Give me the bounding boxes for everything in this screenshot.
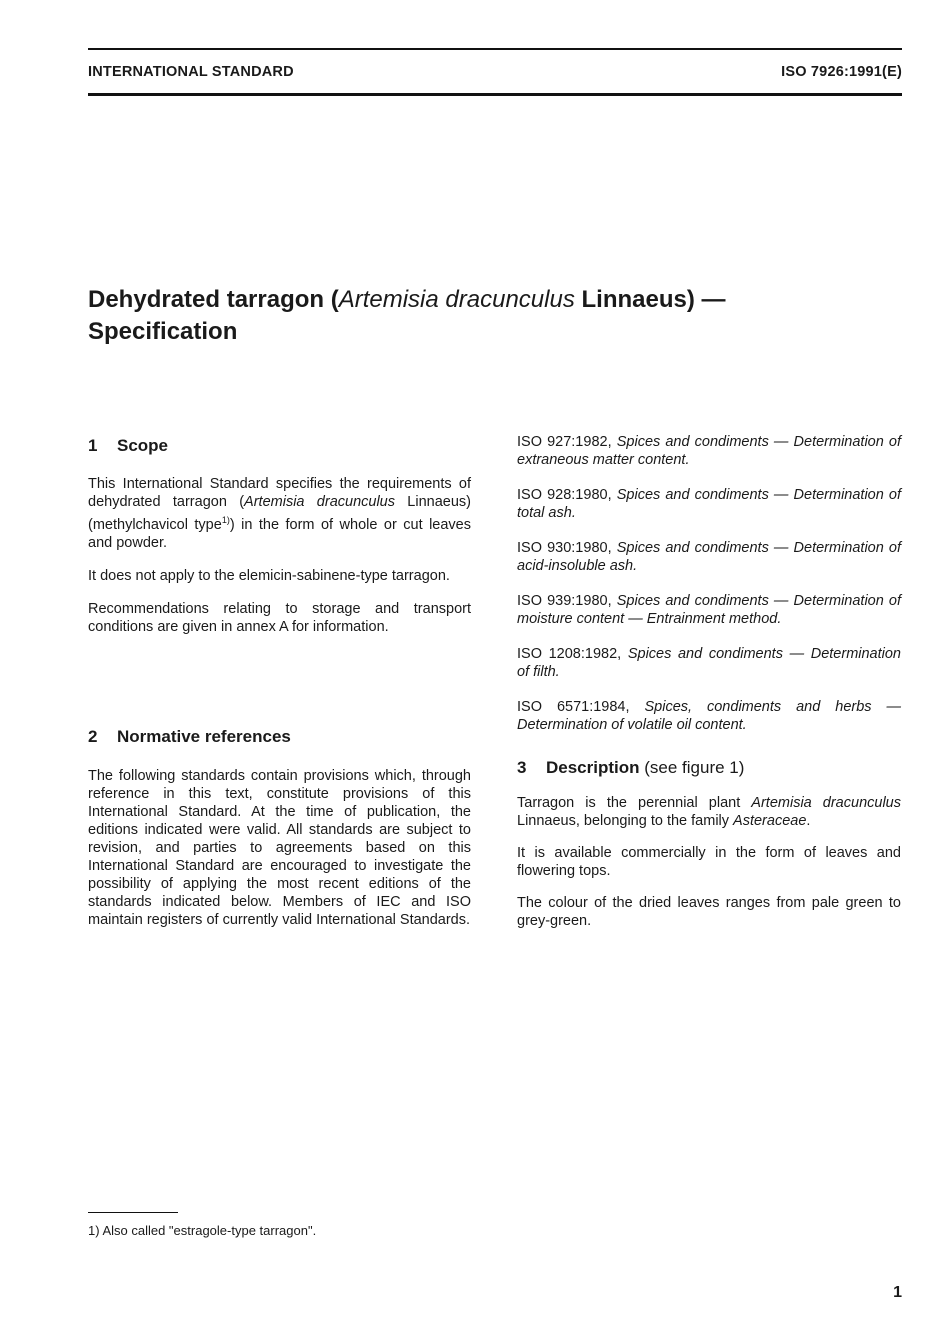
reference-item: ISO 927:1982, Spices and condiments — Determination of extraneous matter content. xyxy=(517,434,902,468)
footnote-rule xyxy=(88,1212,178,1213)
header-right-label: ISO 7926:1991(E) xyxy=(781,64,902,80)
reference-item: ISO 930:1980, Spices and condiments — Determination of acid-insoluble ash. xyxy=(517,540,902,574)
footnote: 1) Also called "estragole-type tarragon". xyxy=(88,1223,317,1238)
scope-paragraph-2: It does not apply to the elemicin-sabinene-type tarragon. xyxy=(88,567,450,584)
description-paragraph-2: It is available commercially in the form of leaves and flowering tops. xyxy=(517,845,901,879)
scope-paragraph-3: Recommendations relating to storage and transport conditions are given in annex A for information. xyxy=(88,600,471,635)
reference-item: ISO 939:1980, Spices and condiments — Determination of moisture content — Entrainment method. xyxy=(517,593,902,627)
header-top-rule xyxy=(88,48,902,50)
normative-paragraph: The following standards contain provisions which, through reference in this text, constitute provisions of this International Standard. At the time of publication, the editions indicated were valid. All standards are subject to revision, and parties to agreements based on this International Standard are encouraged to investigate the possibility of applying the most recent editions of the standards indicated below. Members of IEC and ISO maintain registers of currently valid International Standards. xyxy=(88,768,471,928)
description-heading: 3 Description (see figure 1) xyxy=(517,758,745,777)
description-body xyxy=(517,794,901,930)
document-title: Dehydrated tarragon (Artemisia dracunculus Linnaeus) — Specification xyxy=(88,286,726,345)
scope-heading: 1 Scope xyxy=(88,436,169,455)
header-left-label: INTERNATIONAL STANDARD xyxy=(88,64,294,80)
normative-references-heading: 2 Normative references xyxy=(88,727,291,746)
description-paragraph-1: Tarragon is the perennial plant Artemisia dracunculus Linnaeus, belonging to the family Asteraceae. xyxy=(517,795,901,829)
reference-item: ISO 928:1980, Spices and condiments — Determination of total ash. xyxy=(517,487,902,521)
reference-item: ISO 1208:1982, Spices and condiments — Determination of filth. xyxy=(517,646,901,680)
header-bottom-rule xyxy=(88,93,902,96)
scope-paragraph-1: This International Standard specifies the requirements of dehydrated tarragon (Artemisia dracunculus Linnaeus) (methylchavicol type$^{1)}$) in the form of whole or cut leaves and powder. xyxy=(88,476,471,551)
page-number: 1 xyxy=(893,1284,902,1301)
normative-references-body xyxy=(88,767,471,929)
scope-body xyxy=(88,475,471,636)
description-paragraph-3: The colour of the dried leaves ranges from pale green to grey-green. xyxy=(517,895,901,929)
reference-item: ISO 6571:1984, Spices, condiments and herbs — Determination of volatile oil content. xyxy=(517,699,902,733)
